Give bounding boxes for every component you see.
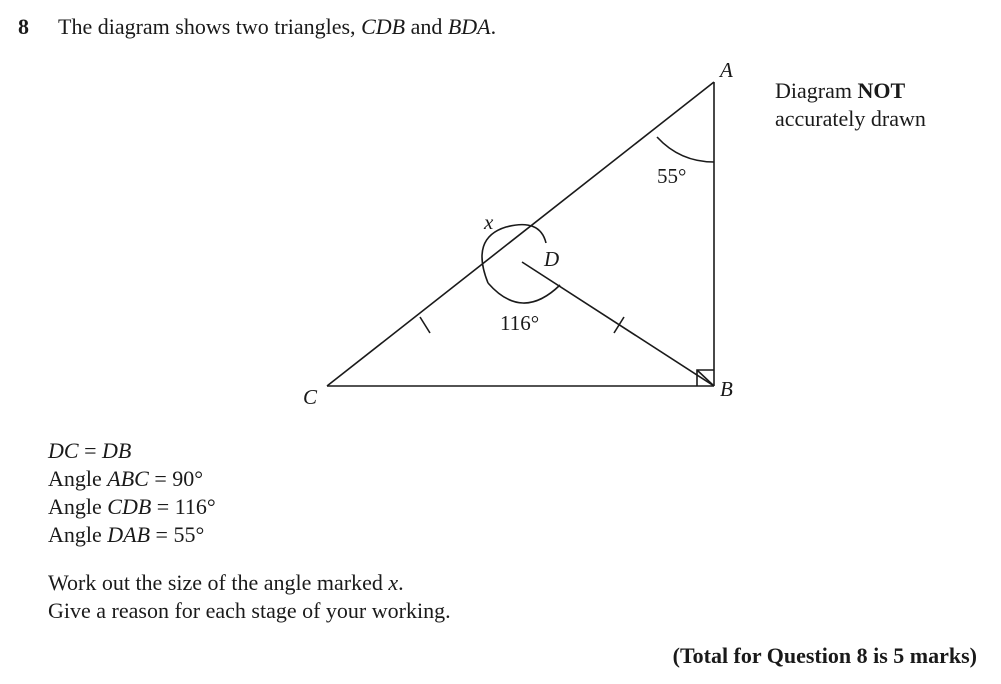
segment-ca [327, 82, 714, 386]
tick-mark-db [614, 317, 624, 333]
question-text-prefix: The diagram shows two triangles, [58, 14, 362, 39]
angle-label-dab: 55° [657, 164, 687, 188]
given-line: Angle CDB = 116° [48, 494, 216, 519]
angle-arc-dab [657, 137, 714, 162]
question-text-end: . [490, 14, 497, 39]
total-marks: (Total for Question 8 is 5 marks) [672, 643, 977, 668]
triangle-cdb-name: CDB [361, 14, 406, 39]
task-instructions [48, 569, 451, 625]
given-line: Angle ABC = 90° [48, 466, 204, 491]
right-angle-diagonal [697, 370, 714, 386]
point-label-b: B [720, 377, 733, 401]
point-label-a: A [720, 58, 733, 82]
task-line-2: Give a reason for each stage of your working. [48, 598, 451, 623]
note-line1-prefix: Diagram [775, 78, 858, 103]
note-line2: accurately drawn [775, 106, 926, 131]
segment-db [522, 262, 714, 386]
angle-label-x: x [484, 210, 494, 234]
given-line: DC = DB [48, 438, 132, 463]
question-number: 8 [18, 14, 29, 39]
given-line: Angle DAB = 55° [48, 522, 205, 547]
point-label-c: C [303, 385, 318, 409]
point-label-d: D [544, 247, 560, 271]
question-text-mid: and [405, 14, 448, 39]
triangle-bda-name: BDA [447, 14, 491, 39]
tick-mark-dc [420, 317, 430, 333]
angle-label-cdb: 116° [500, 311, 540, 335]
task-line-1: Work out the size of the angle marked x. [48, 570, 404, 595]
angle-arc-cdb [488, 283, 560, 303]
given-facts [48, 437, 216, 549]
note-line1-bold: NOT [857, 78, 906, 103]
